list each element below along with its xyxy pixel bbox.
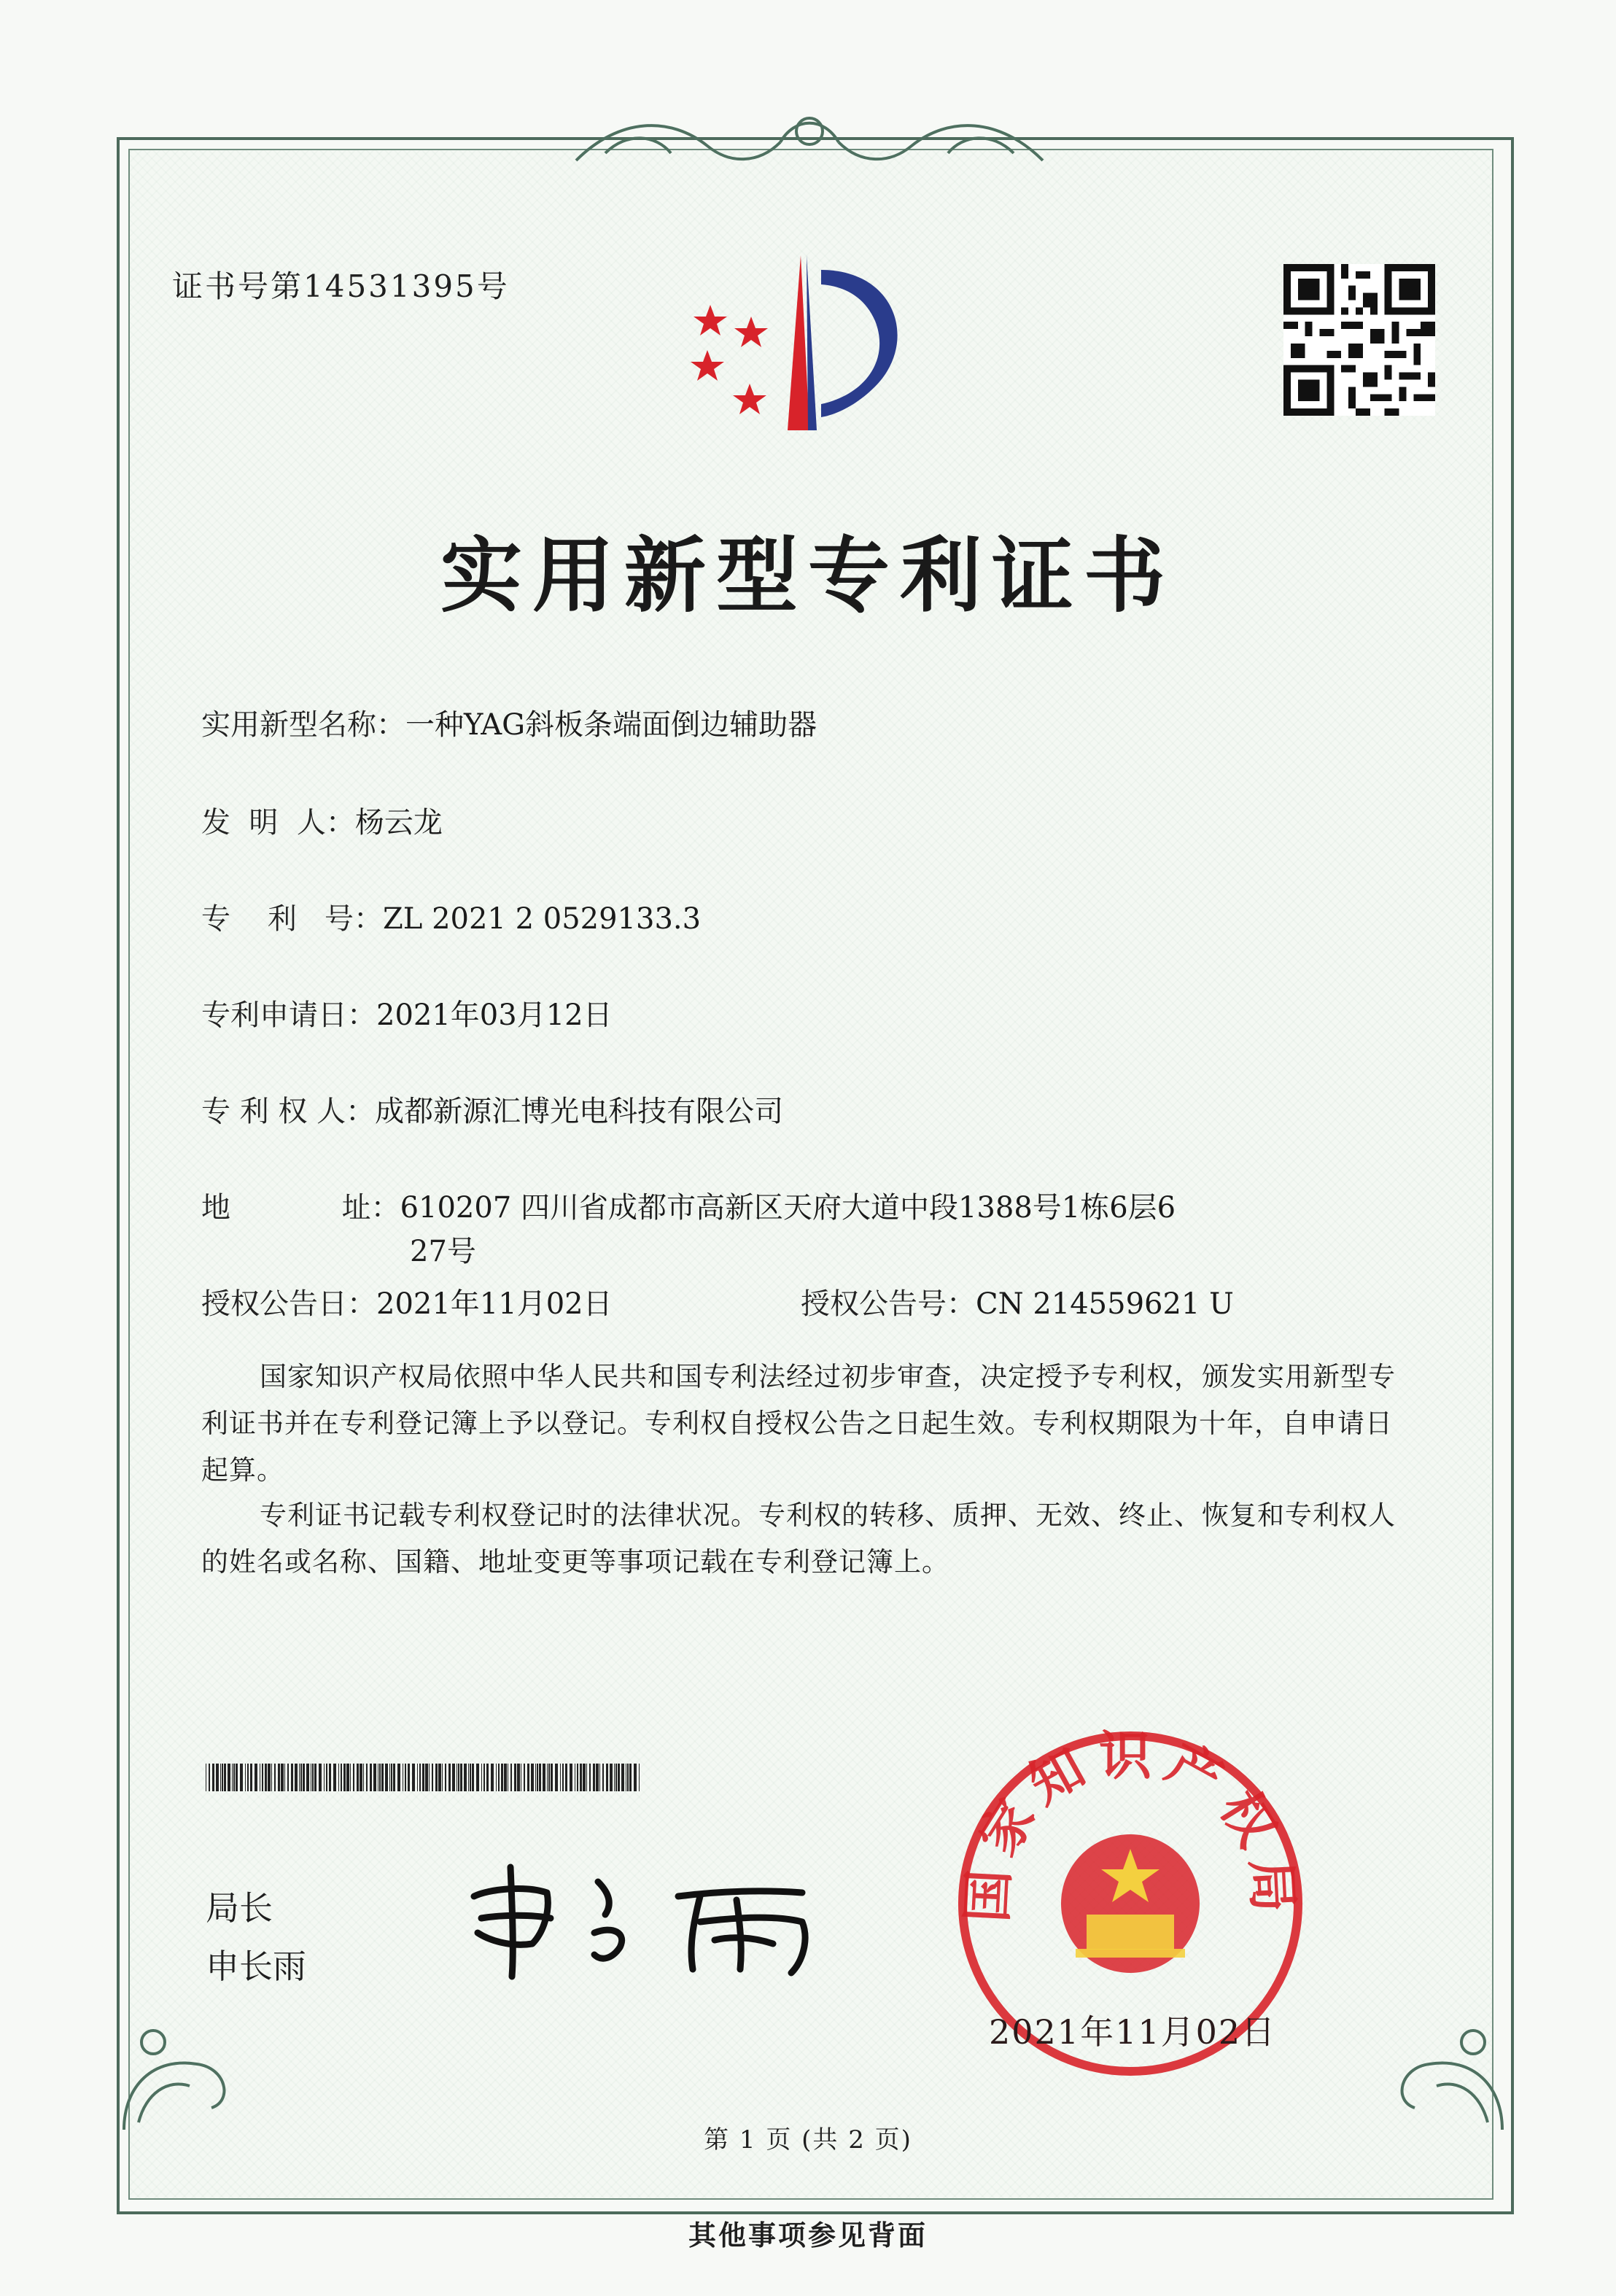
certificate-title: 实用新型专利证书	[440, 528, 1176, 624]
inventor-label: 发 明 人：	[201, 806, 355, 839]
patentee-value: 成都新源汇博光电科技有限公司	[375, 1095, 784, 1128]
address-line-1: 610207 四川省成都市高新区天府大道中段1388号1栋6层6	[400, 1191, 1176, 1225]
svg-text:国家知识产权局: 国家知识产权局	[956, 1725, 1305, 1924]
field-grant-number	[801, 1281, 1234, 1322]
name-value: 一种YAG斜板条端面倒边辅助器	[405, 708, 817, 742]
address-line-2: 27号	[410, 1235, 476, 1268]
field-utility-model-name	[201, 702, 817, 743]
signature-icon	[459, 1853, 839, 1984]
patentee-label: 专 利 权 人：	[201, 1095, 376, 1128]
name-label: 实用新型名称：	[201, 708, 405, 742]
page-number: 第 1 页 (共 2 页)	[704, 2125, 912, 2155]
address-label: 地 址：	[201, 1191, 400, 1225]
seal-date: 2021年11月02日	[989, 2012, 1277, 2052]
field-address	[201, 1184, 1176, 1226]
statement-paragraph-1: 国家知识产权局依照中华人民共和国专利法经过初步审查，决定授予专利权，颁发实用新型专利证书并在专利登记簿上予以登记。专利权自授权公告之日起生效。专利权期限为十年，自申请日起算。	[201, 1361, 1396, 1486]
field-filing-date	[201, 992, 613, 1033]
field-patentee	[201, 1088, 783, 1130]
certificate-number: 证书号第14531395号	[172, 268, 510, 304]
director-role: 局长	[206, 1888, 273, 1928]
filing-date-value: 2021年03月12日	[376, 998, 613, 1032]
patent-number-value: ZL 2021 2 0529133.3	[383, 902, 702, 936]
field-inventor	[201, 799, 443, 841]
back-side-note: 其他事项参见背面	[688, 2219, 928, 2252]
inventor-value: 杨云龙	[354, 806, 443, 839]
filing-date-label: 专利申请日：	[201, 998, 376, 1032]
director-name: 申长雨	[206, 1947, 306, 1986]
barcode-icon	[206, 1764, 643, 1791]
field-patent-number	[201, 896, 701, 937]
statement-paragraph-2: 专利证书记载专利权登记时的法律状况。专利权的转移、质押、无效、终止、恢复和专利权人的姓名或名称、国籍、地址变更等事项记载在专利登记簿上。	[201, 1500, 1396, 1578]
field-grant-date	[201, 1281, 613, 1322]
patent-number-label: 专 利 号：	[201, 902, 384, 936]
grant-number-value: CN 214559621 U	[976, 1287, 1234, 1321]
grant-date-label: 授权公告日：	[201, 1287, 376, 1321]
grant-number-label: 授权公告号：	[801, 1287, 976, 1321]
cnipa-logo-icon	[678, 248, 933, 445]
qr-code-icon	[1283, 264, 1435, 416]
top-ornament-icon	[562, 102, 1057, 182]
grant-date-value: 2021年11月02日	[376, 1287, 613, 1321]
